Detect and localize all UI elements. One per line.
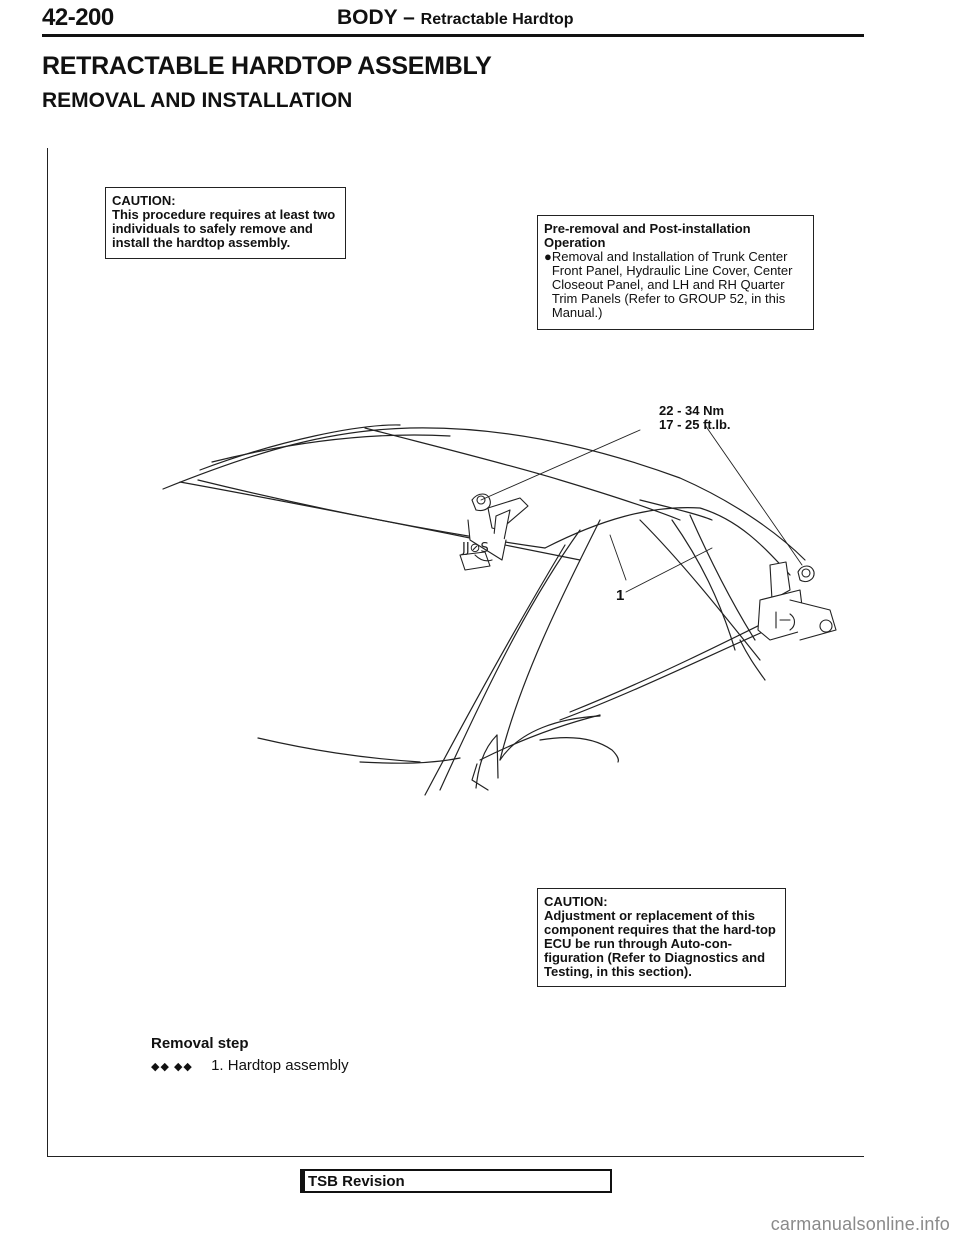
caution-top-text: This procedure requires at least two individuals to safely remove and install the hardtop assembly. (112, 207, 336, 250)
removal-heading: Removal step (151, 1035, 249, 1052)
caution-bottom-box (537, 888, 786, 987)
caution-bottom-heading: CAUTION: (544, 894, 608, 909)
torque-nm: 22 - 34 Nm (659, 403, 725, 418)
pre-removal-text: Removal and Installation of Trunk Center Front Panel, Hydraulic Line Cover, Center Closeout Panel, and LH and RH Quarter Trim Panels (Refer to GROUP 52, in this Manual.) (551, 249, 793, 320)
caution-bottom-text: Adjustment or replacement of this component requires that the hard-top ECU be run through Auto-con-figuration (Refer to Diagnostics and Testing, in this section). (544, 908, 776, 979)
tsb-marker (302, 1171, 305, 1191)
section-subtitle: Retractable Hardtop (420, 11, 574, 28)
page-title: RETRACTABLE HARDTOP ASSEMBLY (42, 52, 492, 80)
removal-step-text: 1. Hardtop assembly (211, 1057, 349, 1074)
removal-step-item (151, 1057, 349, 1074)
watermark: carmanualsonline.info (770, 1214, 950, 1234)
section-name: BODY – (337, 6, 415, 29)
tsb-revision-label: TSB Revision (308, 1173, 405, 1190)
pre-removal-box (537, 215, 814, 330)
removal-symbols-icon: ◆◆ ◆◆ (151, 1061, 193, 1073)
page-number: 42-200 (42, 4, 114, 31)
bullet-icon: ● (544, 249, 552, 264)
pre-removal-bullet-item (544, 250, 807, 320)
page-subtitle: REMOVAL AND INSTALLATION (42, 89, 353, 112)
callout-1: 1 (616, 587, 625, 604)
tsb-revision-box (300, 1169, 612, 1193)
torque-ftlb: 17 - 25 ft.lb. (659, 417, 731, 432)
pre-removal-heading: Pre-removal and Post-installation Operation (544, 221, 751, 250)
caution-top-heading: CAUTION: (112, 193, 176, 208)
torque-spec (659, 404, 731, 432)
svg-text:JJ⊘S: JJ⊘S (462, 541, 489, 556)
caution-top-box (105, 187, 346, 259)
